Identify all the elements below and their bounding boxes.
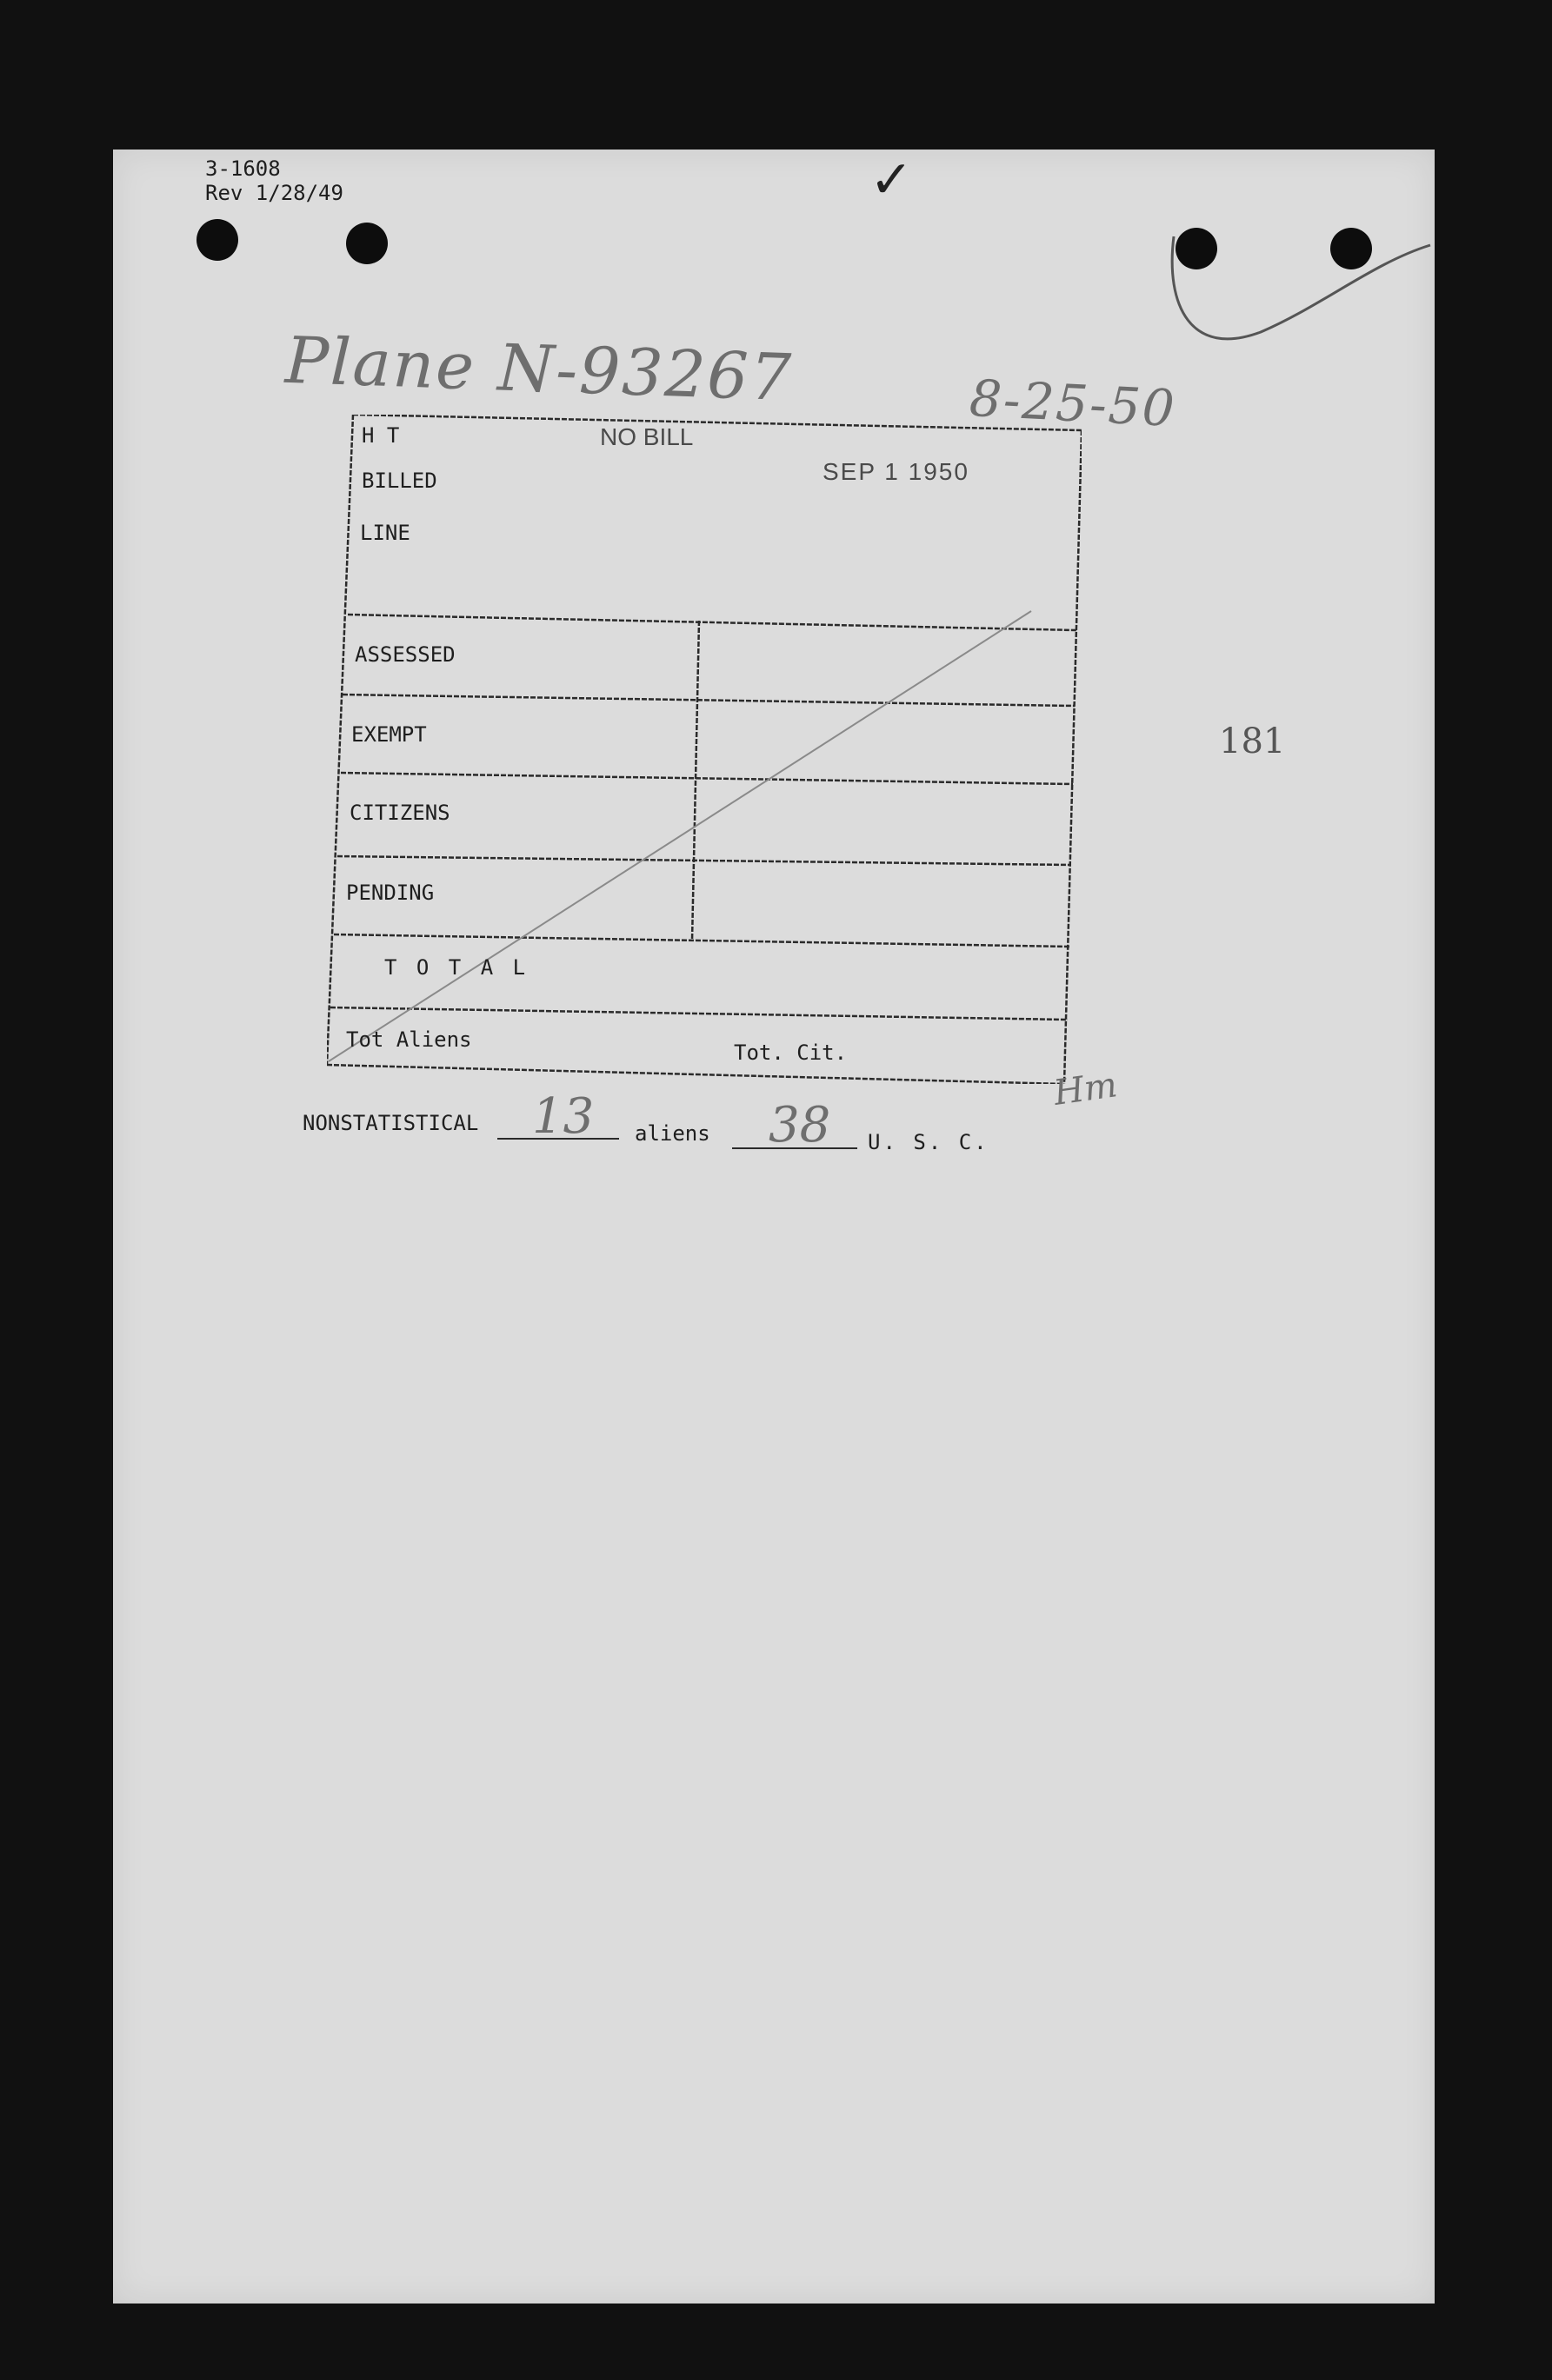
aliens-count: 13 (532, 1088, 595, 1145)
row-label-citizens: CITIZENS (350, 801, 450, 825)
punch-hole (346, 223, 388, 264)
punch-hole (196, 219, 238, 261)
row-label-assessed: ASSESSED (355, 642, 456, 667)
usc-count: 38 (769, 1097, 831, 1153)
form-number: 3-1608 (205, 156, 281, 181)
no-bill-stamp: NO BILL (600, 423, 694, 450)
table-lines (327, 415, 1082, 1084)
tot-aliens-label: Tot Aliens (346, 1027, 472, 1052)
usc-label: U. S. C. (868, 1130, 989, 1154)
row-label-exempt: EXEMPT (351, 722, 427, 747)
document-page (113, 150, 1435, 2304)
handwritten-initials: Hm (1051, 1065, 1120, 1114)
nonstatistical-label: NONSTATISTICAL (303, 1111, 479, 1135)
form-code (205, 156, 343, 205)
label-line: LINE (360, 521, 410, 545)
page-number: 181 (1219, 721, 1286, 761)
handwritten-curve (1156, 228, 1435, 367)
handwritten-date: 8-25-50 (968, 368, 1178, 439)
check-mark: ✓ (869, 150, 914, 210)
aliens-label: aliens (635, 1121, 710, 1146)
date-stamp: SEP 1 1950 (823, 458, 969, 485)
row-label-pending: PENDING (346, 881, 435, 905)
label-billed: BILLED (362, 469, 437, 493)
handwritten-plane: Plane N-93267 (283, 322, 795, 416)
tot-cit-label: Tot. Cit. (734, 1040, 848, 1065)
total-label: T O T A L (384, 955, 530, 980)
form-revision: Rev 1/28/49 (205, 181, 343, 205)
tally-table (327, 415, 1082, 1084)
label-ht: H T (362, 423, 400, 448)
